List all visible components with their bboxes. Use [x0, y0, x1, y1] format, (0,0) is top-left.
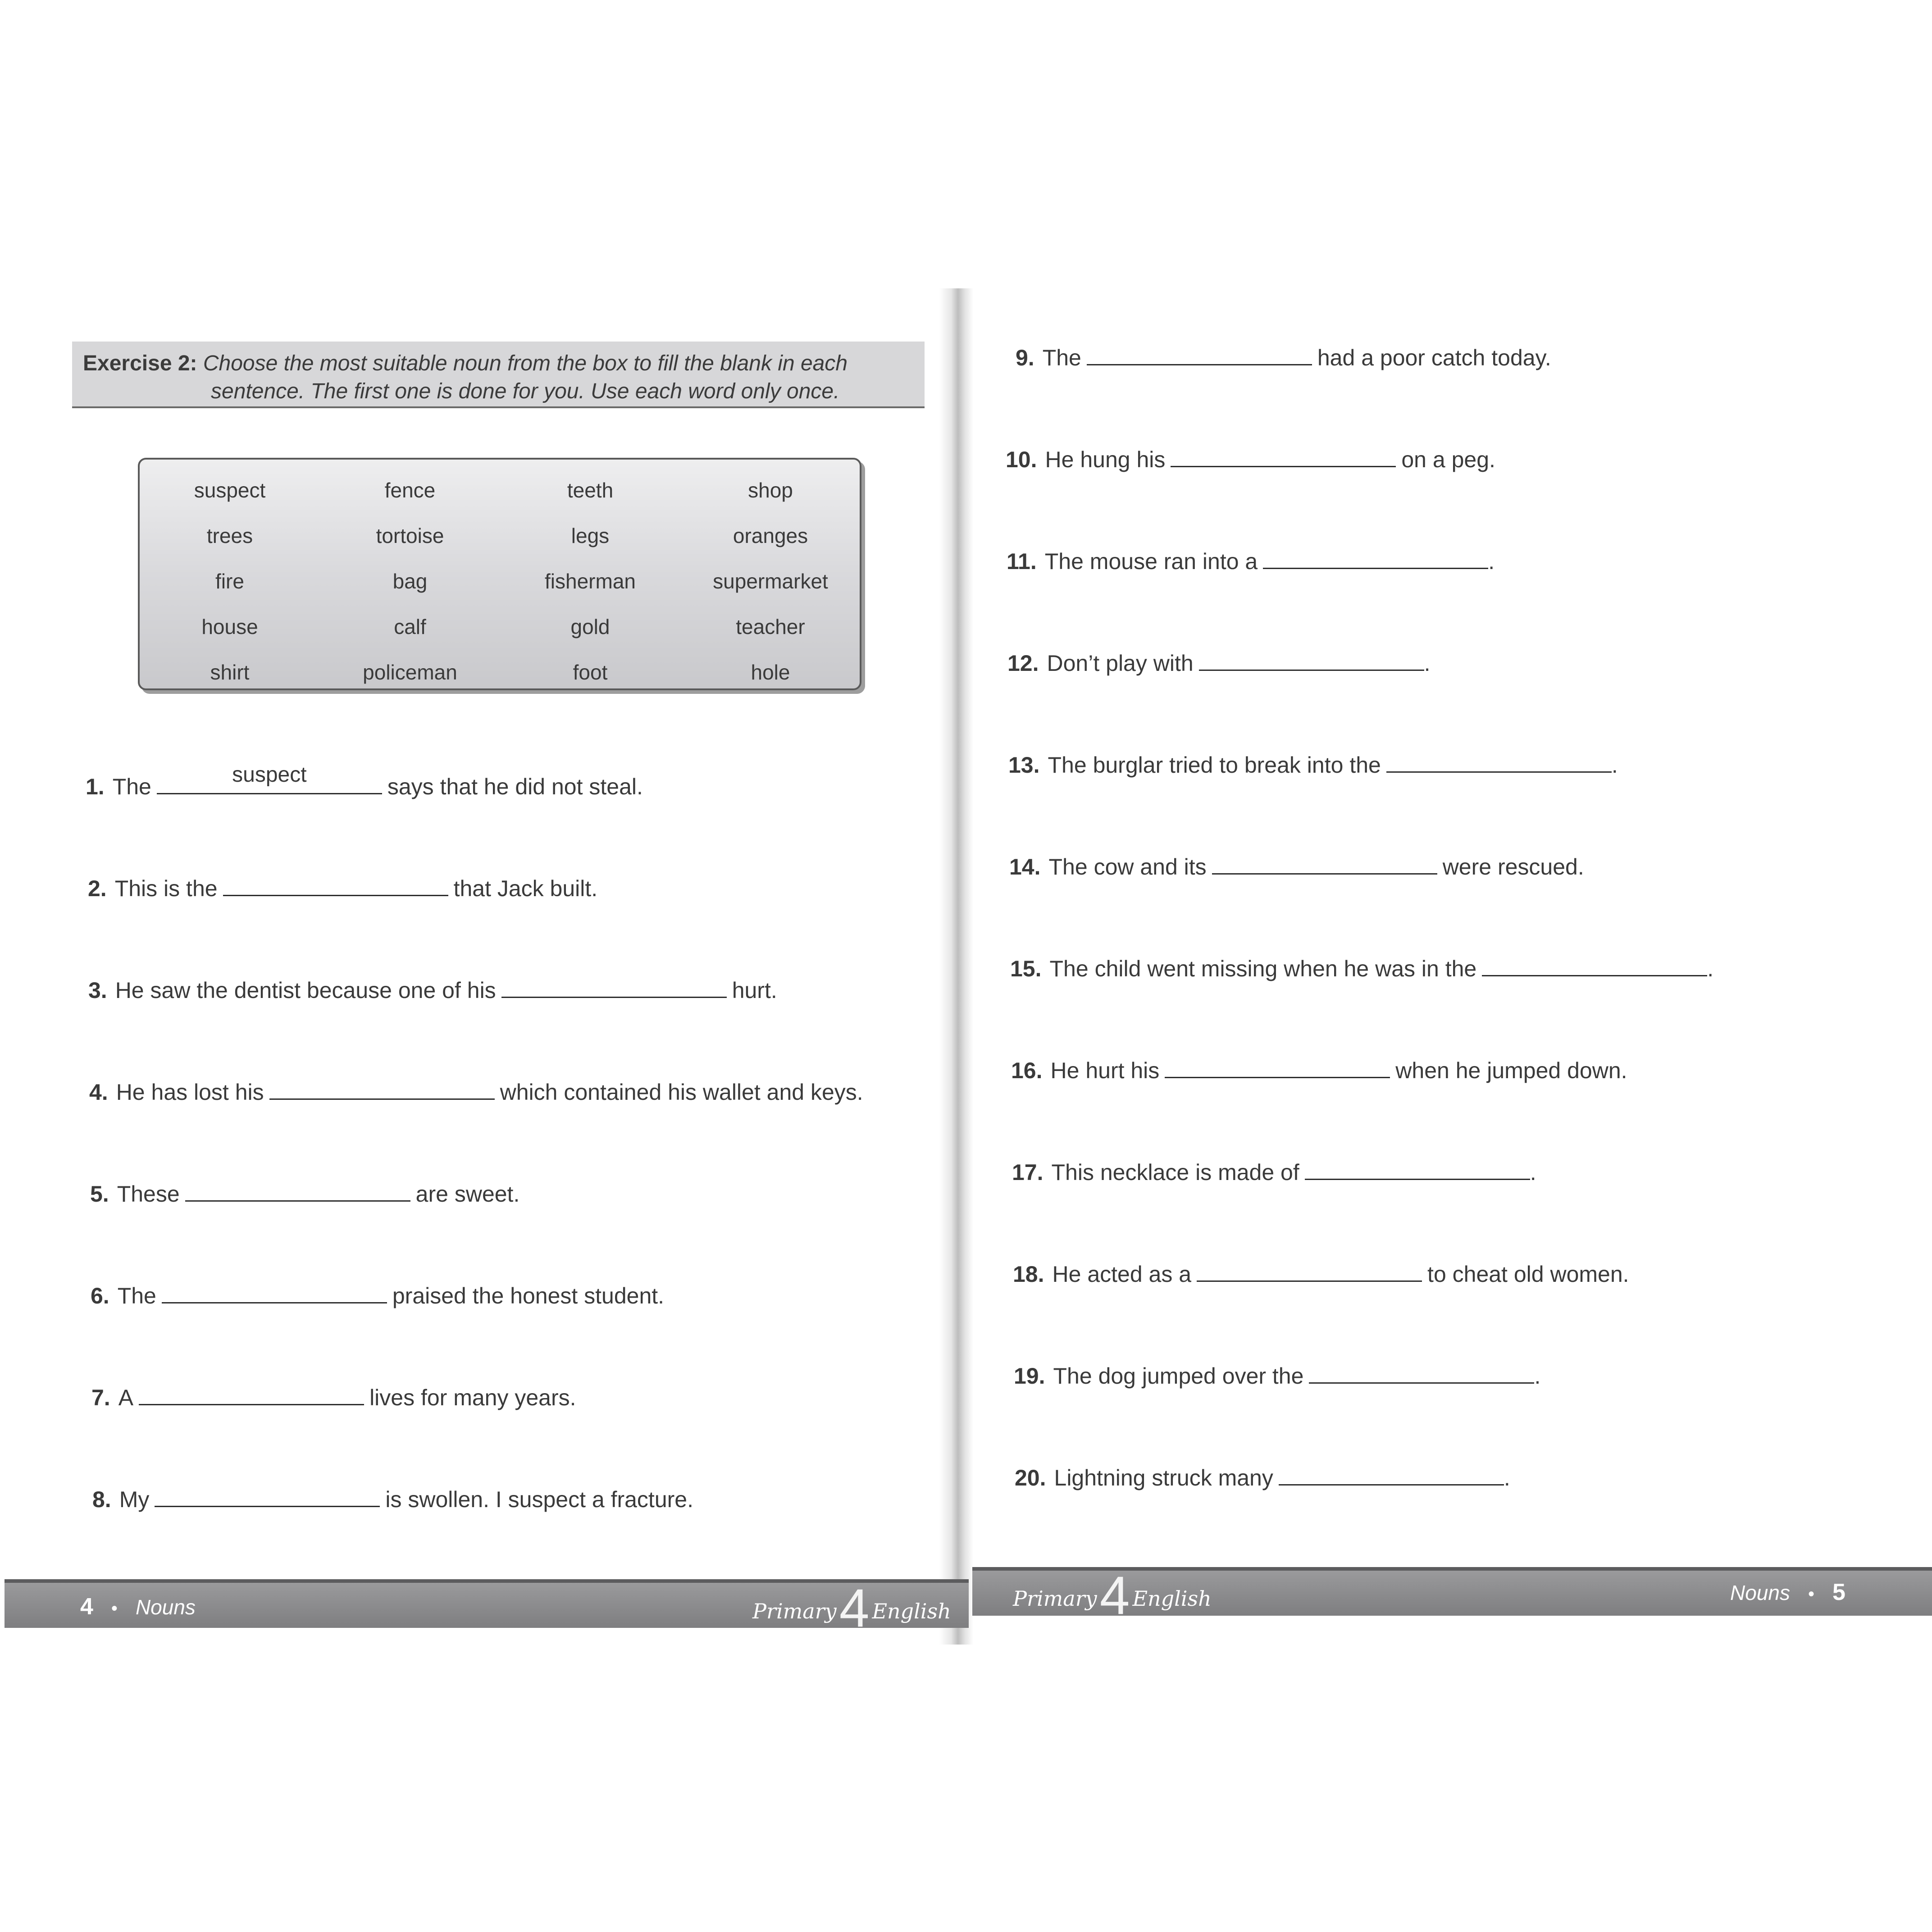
answer-blank[interactable]	[185, 1177, 410, 1202]
question-text-after: to cheat old women.	[1427, 1262, 1629, 1287]
brand-num-right: 4	[1099, 1565, 1130, 1626]
question-text-after: says that he did not steal.	[387, 774, 643, 799]
question-text-before: He hung his	[1045, 447, 1166, 472]
question-item	[89, 1075, 863, 1106]
word-box-item: oranges	[733, 524, 808, 547]
question-text-after: were rescued.	[1442, 854, 1584, 879]
question-item	[1007, 544, 1495, 575]
question-item	[1015, 1461, 1510, 1491]
brand-pre-left: Primary	[752, 1599, 837, 1623]
brand-pre-right: Primary	[1013, 1586, 1097, 1611]
question-item	[1011, 1053, 1627, 1084]
question-text-before: The mouse ran into a	[1044, 549, 1258, 574]
question-number: 1.	[86, 774, 105, 799]
word-box-item: trees	[206, 524, 253, 547]
question-item	[1010, 952, 1713, 982]
answer-blank[interactable]	[1309, 1359, 1534, 1384]
question-text-before: This is the	[114, 876, 218, 901]
exercise-instruction-line1: Choose the most suitable noun from the box to fill the blank in each	[203, 351, 848, 375]
question-text-before: He hurt his	[1050, 1058, 1160, 1083]
question-number: 16.	[1011, 1058, 1043, 1083]
question-text-before: A	[118, 1385, 134, 1410]
question-item	[1013, 1257, 1629, 1288]
footer-right-label	[1730, 1579, 1845, 1608]
word-box-item: fisherman	[545, 570, 636, 593]
word-box-item: suspect	[194, 478, 266, 502]
word-box-item: house	[201, 615, 258, 638]
word-box-item: shop	[748, 478, 793, 502]
brand-num-left: 4	[839, 1578, 870, 1638]
word-box-item: foot	[573, 661, 608, 684]
question-text-after: .	[1488, 549, 1495, 574]
question-text-before: The	[112, 774, 151, 799]
question-item	[1014, 1359, 1540, 1390]
answer-blank[interactable]	[1482, 952, 1707, 976]
page-number-left: 4	[80, 1594, 93, 1620]
exercise-instruction-line2: sentence. The first one is done for you. Use each word only once.	[211, 379, 840, 403]
answer-blank[interactable]	[269, 1075, 495, 1100]
question-number: 19.	[1014, 1363, 1045, 1389]
question-item	[90, 1177, 519, 1208]
question-item	[1012, 1155, 1536, 1186]
answer-blank[interactable]	[1212, 850, 1437, 875]
question-text-before: The	[117, 1283, 156, 1308]
question-number: 2.	[88, 876, 107, 901]
word-box	[138, 458, 861, 690]
question-text-after: is swollen. I suspect a fracture.	[385, 1487, 693, 1512]
question-number: 7.	[91, 1385, 110, 1410]
question-text-after: praised the honest student.	[392, 1283, 665, 1308]
brand-logo-right	[1013, 1564, 1212, 1627]
word-box-item: legs	[571, 524, 610, 547]
question-text-after: when he jumped down.	[1395, 1058, 1627, 1083]
word-box-item: fence	[384, 478, 436, 502]
section-left: Nouns	[135, 1595, 196, 1619]
exercise-label: Exercise 2:	[83, 351, 197, 375]
word-box-item: shirt	[210, 661, 250, 684]
question-item	[1009, 850, 1584, 880]
question-text-before: Lightning struck many	[1054, 1465, 1273, 1490]
page-gutter	[939, 288, 973, 1645]
question-item	[1007, 646, 1431, 677]
question-item	[1016, 341, 1551, 371]
answer-blank[interactable]	[1279, 1461, 1504, 1485]
question-text-after: .	[1424, 651, 1431, 676]
question-item	[86, 763, 643, 800]
question-text-after: are sweet.	[415, 1181, 520, 1207]
question-number: 6.	[91, 1283, 109, 1308]
question-text-after: .	[1611, 752, 1618, 778]
answer-blank[interactable]	[1165, 1053, 1390, 1078]
page-number-right: 5	[1832, 1579, 1845, 1605]
question-item	[1006, 442, 1495, 473]
answer-blank[interactable]	[1386, 748, 1612, 773]
answer-blank[interactable]	[501, 973, 727, 998]
brand-logo-left	[752, 1577, 951, 1639]
bullet-right: •	[1808, 1584, 1814, 1604]
word-box-item: hole	[751, 661, 790, 684]
word-box-item: teeth	[567, 478, 614, 502]
word-box-item: fire	[215, 570, 244, 593]
question-text-after: .	[1707, 956, 1714, 981]
answer-blank[interactable]	[157, 763, 382, 794]
question-text-before: The	[1042, 345, 1081, 370]
answer-blank[interactable]	[1305, 1155, 1530, 1180]
question-text-after: .	[1530, 1160, 1536, 1185]
question-text-before: He acted as a	[1052, 1262, 1192, 1287]
question-item	[91, 1279, 664, 1309]
answer-blank[interactable]	[162, 1279, 387, 1303]
question-text-after: that Jack built.	[453, 876, 598, 901]
answer-blank[interactable]	[1197, 1257, 1422, 1282]
question-number: 9.	[1016, 345, 1034, 370]
question-text-before: My	[119, 1487, 150, 1512]
question-number: 8.	[92, 1487, 111, 1512]
question-number: 14.	[1009, 854, 1041, 879]
question-text-after: which contained his wallet and keys.	[500, 1080, 863, 1105]
question-text-before: The dog jumped over the	[1053, 1363, 1304, 1389]
exercise-header	[72, 342, 925, 408]
question-text-after: .	[1504, 1465, 1510, 1490]
question-number: 11.	[1007, 549, 1037, 574]
question-text-after: hurt.	[732, 978, 777, 1003]
answer-blank[interactable]	[1087, 341, 1312, 365]
question-item	[88, 871, 597, 902]
word-box-item: gold	[570, 615, 610, 638]
section-right: Nouns	[1730, 1581, 1790, 1604]
answer-blank[interactable]	[1171, 442, 1396, 467]
question-number: 15.	[1010, 956, 1042, 981]
question-text-before: These	[117, 1181, 180, 1207]
word-box-item: teacher	[736, 615, 805, 638]
question-number: 10.	[1006, 447, 1037, 472]
question-item	[92, 1482, 693, 1513]
word-box-item: calf	[394, 615, 426, 638]
question-text-before: The child went missing when he was in the	[1049, 956, 1477, 981]
question-text-before: This necklace is made of	[1051, 1160, 1299, 1185]
footer-left-label	[80, 1593, 196, 1622]
question-number: 4.	[89, 1080, 108, 1105]
question-text-before: Don’t play with	[1047, 651, 1194, 676]
word-box-item: policeman	[363, 661, 457, 684]
answer-blank[interactable]	[1199, 646, 1424, 671]
answer-text: suspect	[232, 763, 307, 787]
question-number: 17.	[1012, 1160, 1043, 1185]
word-box-item: tortoise	[376, 524, 444, 547]
brand-post-right: English	[1132, 1586, 1212, 1611]
question-text-before: He saw the dentist because one of his	[115, 978, 496, 1003]
question-number: 5.	[90, 1181, 109, 1207]
question-number: 18.	[1013, 1262, 1044, 1287]
question-number: 20.	[1015, 1465, 1046, 1490]
question-item	[91, 1381, 576, 1411]
word-grid	[140, 468, 860, 695]
question-number: 12.	[1007, 651, 1039, 676]
word-box-item: bag	[392, 570, 428, 593]
question-text-before: The cow and its	[1048, 854, 1207, 879]
answer-blank[interactable]	[1263, 544, 1488, 569]
question-text-after: lives for many years.	[369, 1385, 576, 1410]
question-text-after: had a poor catch today.	[1317, 345, 1551, 370]
answer-blank[interactable]	[139, 1381, 364, 1405]
answer-blank[interactable]	[155, 1482, 380, 1507]
question-number: 13.	[1008, 752, 1040, 778]
question-item	[1008, 748, 1618, 779]
question-item	[88, 973, 777, 1004]
question-text-before: The burglar tried to break into the	[1048, 752, 1381, 778]
question-number: 3.	[88, 978, 107, 1003]
bullet-left: •	[111, 1599, 118, 1618]
brand-post-left: English	[872, 1599, 951, 1623]
word-box-item: supermarket	[713, 570, 828, 593]
question-text-after: .	[1534, 1363, 1541, 1389]
question-text-before: He has lost his	[116, 1080, 264, 1105]
answer-blank[interactable]	[223, 871, 448, 896]
question-text-after: on a peg.	[1401, 447, 1495, 472]
